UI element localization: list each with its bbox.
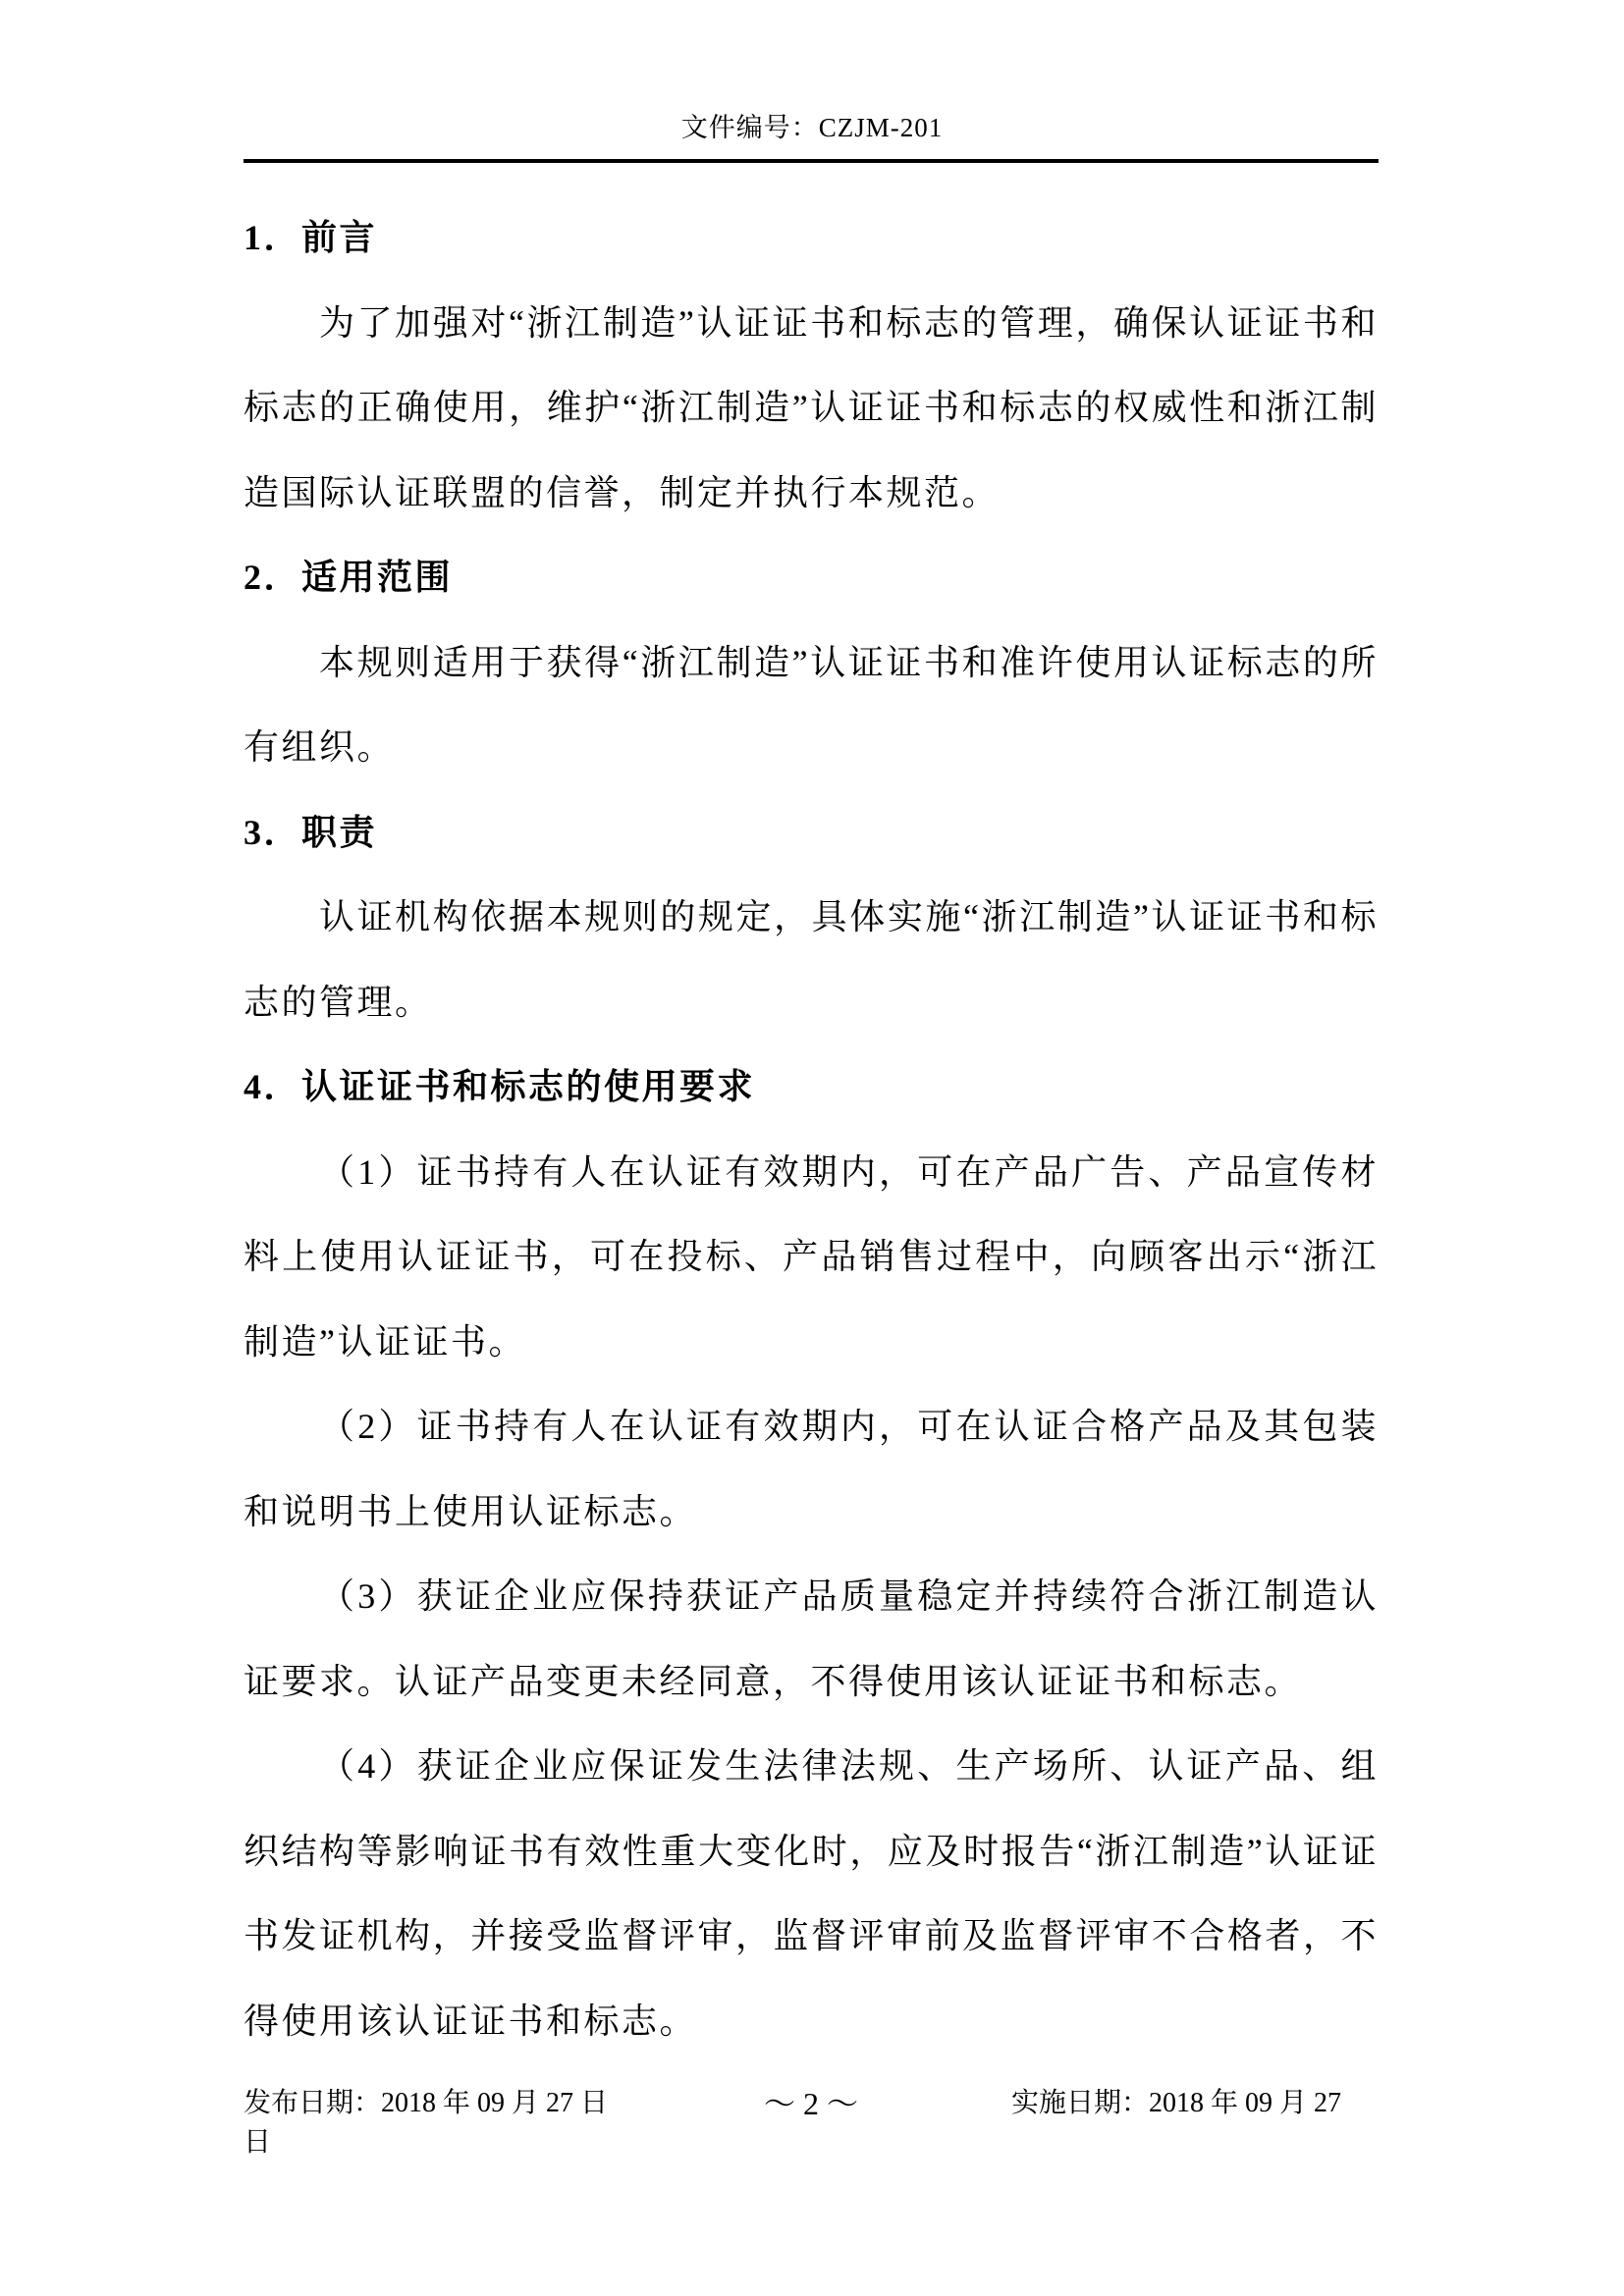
page-number: ～ 2 ～ [763,2086,859,2121]
footer-wrapped-char: 日 [244,2127,272,2158]
implementation-date-label: 实施日期：2018 年 09 月 27 [1011,2088,1342,2118]
section-4-item-1: （1）证书持有人在认证有效期内，可在产品广告、产品宣传材料上使用认证证书，可在投标、产品销售过程中，向顾客出示“浙江制造”认证证书。 [244,1151,1379,1362]
section-heading-3: 3．职责 [244,812,378,852]
header-rule [244,159,1379,163]
page-footer [244,2084,1379,2163]
section-heading-1: 1．前言 [244,218,378,257]
release-date-label: 发布日期：2018 年 09 月 27 日 [244,2088,609,2118]
doc-number-header: 文件编号：CZJM-201 [680,113,944,142]
section-heading-2: 2．适用范围 [244,558,454,597]
section-2-paragraph: 本规则适用于获得“浙江制造”认证证书和准许使用认证标志的所有组织。 [244,642,1379,767]
section-heading-4: 4．认证证书和标志的使用要求 [244,1067,756,1106]
section-1-paragraph: 为了加强对“浙江制造”认证证书和标志的管理，确保认证证书和标志的正确使用，维护“浙江制造”认证证书和标志的权威性和浙江制造国际认证联盟的信誉，制定并执行本规范。 [244,302,1379,512]
document-body [244,195,1379,2063]
section-4-item-4: （4）获证企业应保证发生法律法规、生产场所、认证产品、组织结构等影响证书有效性重大变化时，应及时报告“浙江制造”认证证书发证机构，并接受监督评审，监督评审前及监督评审不合格者，不得使用该认证证书和标志。 [244,1746,1379,2041]
section-4-item-3: （3）获证企业应保持获证产品质量稳定并持续符合浙江制造认证要求。认证产品变更未经同意，不得使用该认证证书和标志。 [244,1576,1379,1701]
section-3-paragraph: 认证机构依据本规则的规定，具体实施“浙江制造”认证证书和标志的管理。 [244,897,1379,1022]
section-4-item-2: （2）证书持有人在认证有效期内，可在认证合格产品及其包装和说明书上使用认证标志。 [244,1407,1379,1531]
